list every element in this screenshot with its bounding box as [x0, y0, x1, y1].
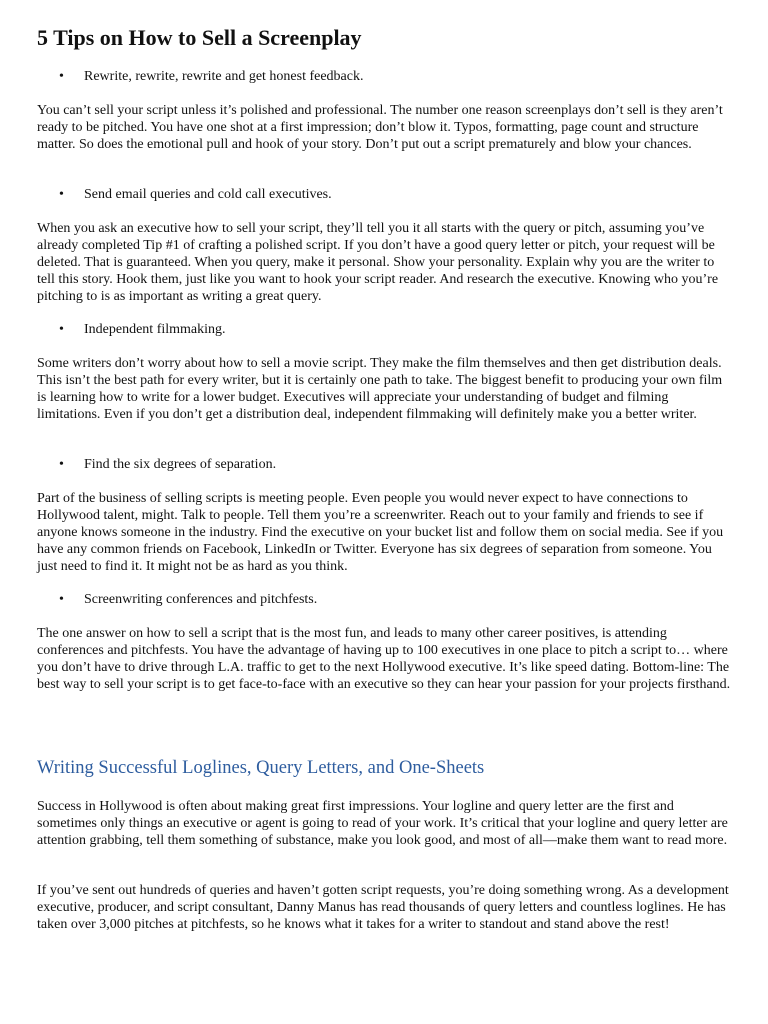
tip-bullet-5	[37, 591, 733, 608]
tip-paragraph-4: Part of the business of selling scripts is meeting people. Even people you would never expect to have connections to Hollywood talent, might. Talk to people. Tell them you’re a screenwriter. Reach out to your family and friends to see if anyone knows someone in the industry. Find the executive on your bucket list and follow them on social media. See if you have any common friends on Facebook, LinkedIn or Twitter. Everyone has six degrees of separation from someone. You just need to find it. It might not be as hard as you think.	[37, 491, 724, 574]
page-title: 5 Tips on How to Sell a Screenplay	[37, 25, 362, 50]
bullet-dot: •	[59, 592, 64, 607]
bullet-dot: •	[59, 322, 64, 337]
tip-bullet-3	[37, 321, 733, 338]
tip-bullet-label: Rewrite, rewrite, rewrite and get honest feedback.	[84, 69, 364, 84]
bullet-dot: •	[59, 69, 64, 84]
section-paragraph-1: Success in Hollywood is often about making great first impressions. Your logline and query letter are the first and sometimes only things an executive or agent is going to read of your work. It’s critical that your logline and query letter are attention grabbing, tell them something of substance, make you look good, and most of all—make them want to read more.	[37, 799, 728, 848]
tip-bullet-1	[37, 68, 733, 85]
bullet-dot: •	[59, 187, 64, 202]
tip-bullet-2	[37, 186, 733, 203]
tip-paragraph-3: Some writers don’t worry about how to sell a movie script. They make the film themselves and then get distribution deals. This isn’t the best path for every writer, but it is certainly one path to take. The biggest benefit to producing your own film is learning how to write for a lower budget. Executives will appreciate your understanding of budget and filming limitations. Even if you don’t get a distribution deal, independent filmmaking will definitely make you a better writer.	[37, 356, 723, 422]
tip-paragraph-1: You can’t sell your script unless it’s polished and professional. The number one reason screenplays don’t sell is they aren’t ready to be pitched. You have one shot at a first impression; don’t blow it. Typos, formatting, page count and structure matter. So does the emotional pull and hook of your story. Don’t put out a script prematurely and blow your chances.	[37, 103, 723, 152]
tip-paragraph-5: The one answer on how to sell a script that is the most fun, and leads to many other career positives, is attending conferences and pitchfests. You have the advantage of having up to 100 executives in one place to pitch a script to… where you don’t have to drive through L.A. traffic to get to the next Hollywood executive. It’s like speed dating. Bottom-line: The best way to sell your script is to get face-to-face with an executive so they can hear your passion for your projects firsthand.	[37, 626, 731, 692]
tip-paragraph-2: When you ask an executive how to sell your script, they’ll tell you it all starts with the query or pitch, assuming you’ve already completed Tip #1 of crafting a polished script. If you don’t have a good query letter or pitch, your request will be deleted. That is guaranteed. When you query, make it personal. Show your personality. Explain why you are the writer to tell this story. Hook them, just like you want to hook your script reader. And research the executive. Knowing who you’re pitching to is as important as writing a great query.	[37, 221, 719, 304]
bullet-dot: •	[59, 457, 64, 472]
tip-bullet-label: Screenwriting conferences and pitchfests.	[84, 592, 318, 607]
tip-bullet-label: Send email queries and cold call executives.	[84, 187, 332, 202]
section-heading: Writing Successful Loglines, Query Letters, and One-Sheets	[37, 758, 485, 778]
tip-bullet-label: Find the six degrees of separation.	[84, 457, 277, 472]
tip-bullet-4	[37, 456, 733, 473]
section-paragraph-2: If you’ve sent out hundreds of queries and haven’t gotten script requests, you’re doing something wrong. As a development executive, producer, and script consultant, Danny Manus has read thousands of query letters and countless loglines. He has taken over 3,000 pitches at pitchfests, so he knows what it takes for a writer to standout and stand above the rest!	[37, 883, 729, 932]
tip-bullet-label: Independent filmmaking.	[84, 322, 226, 337]
